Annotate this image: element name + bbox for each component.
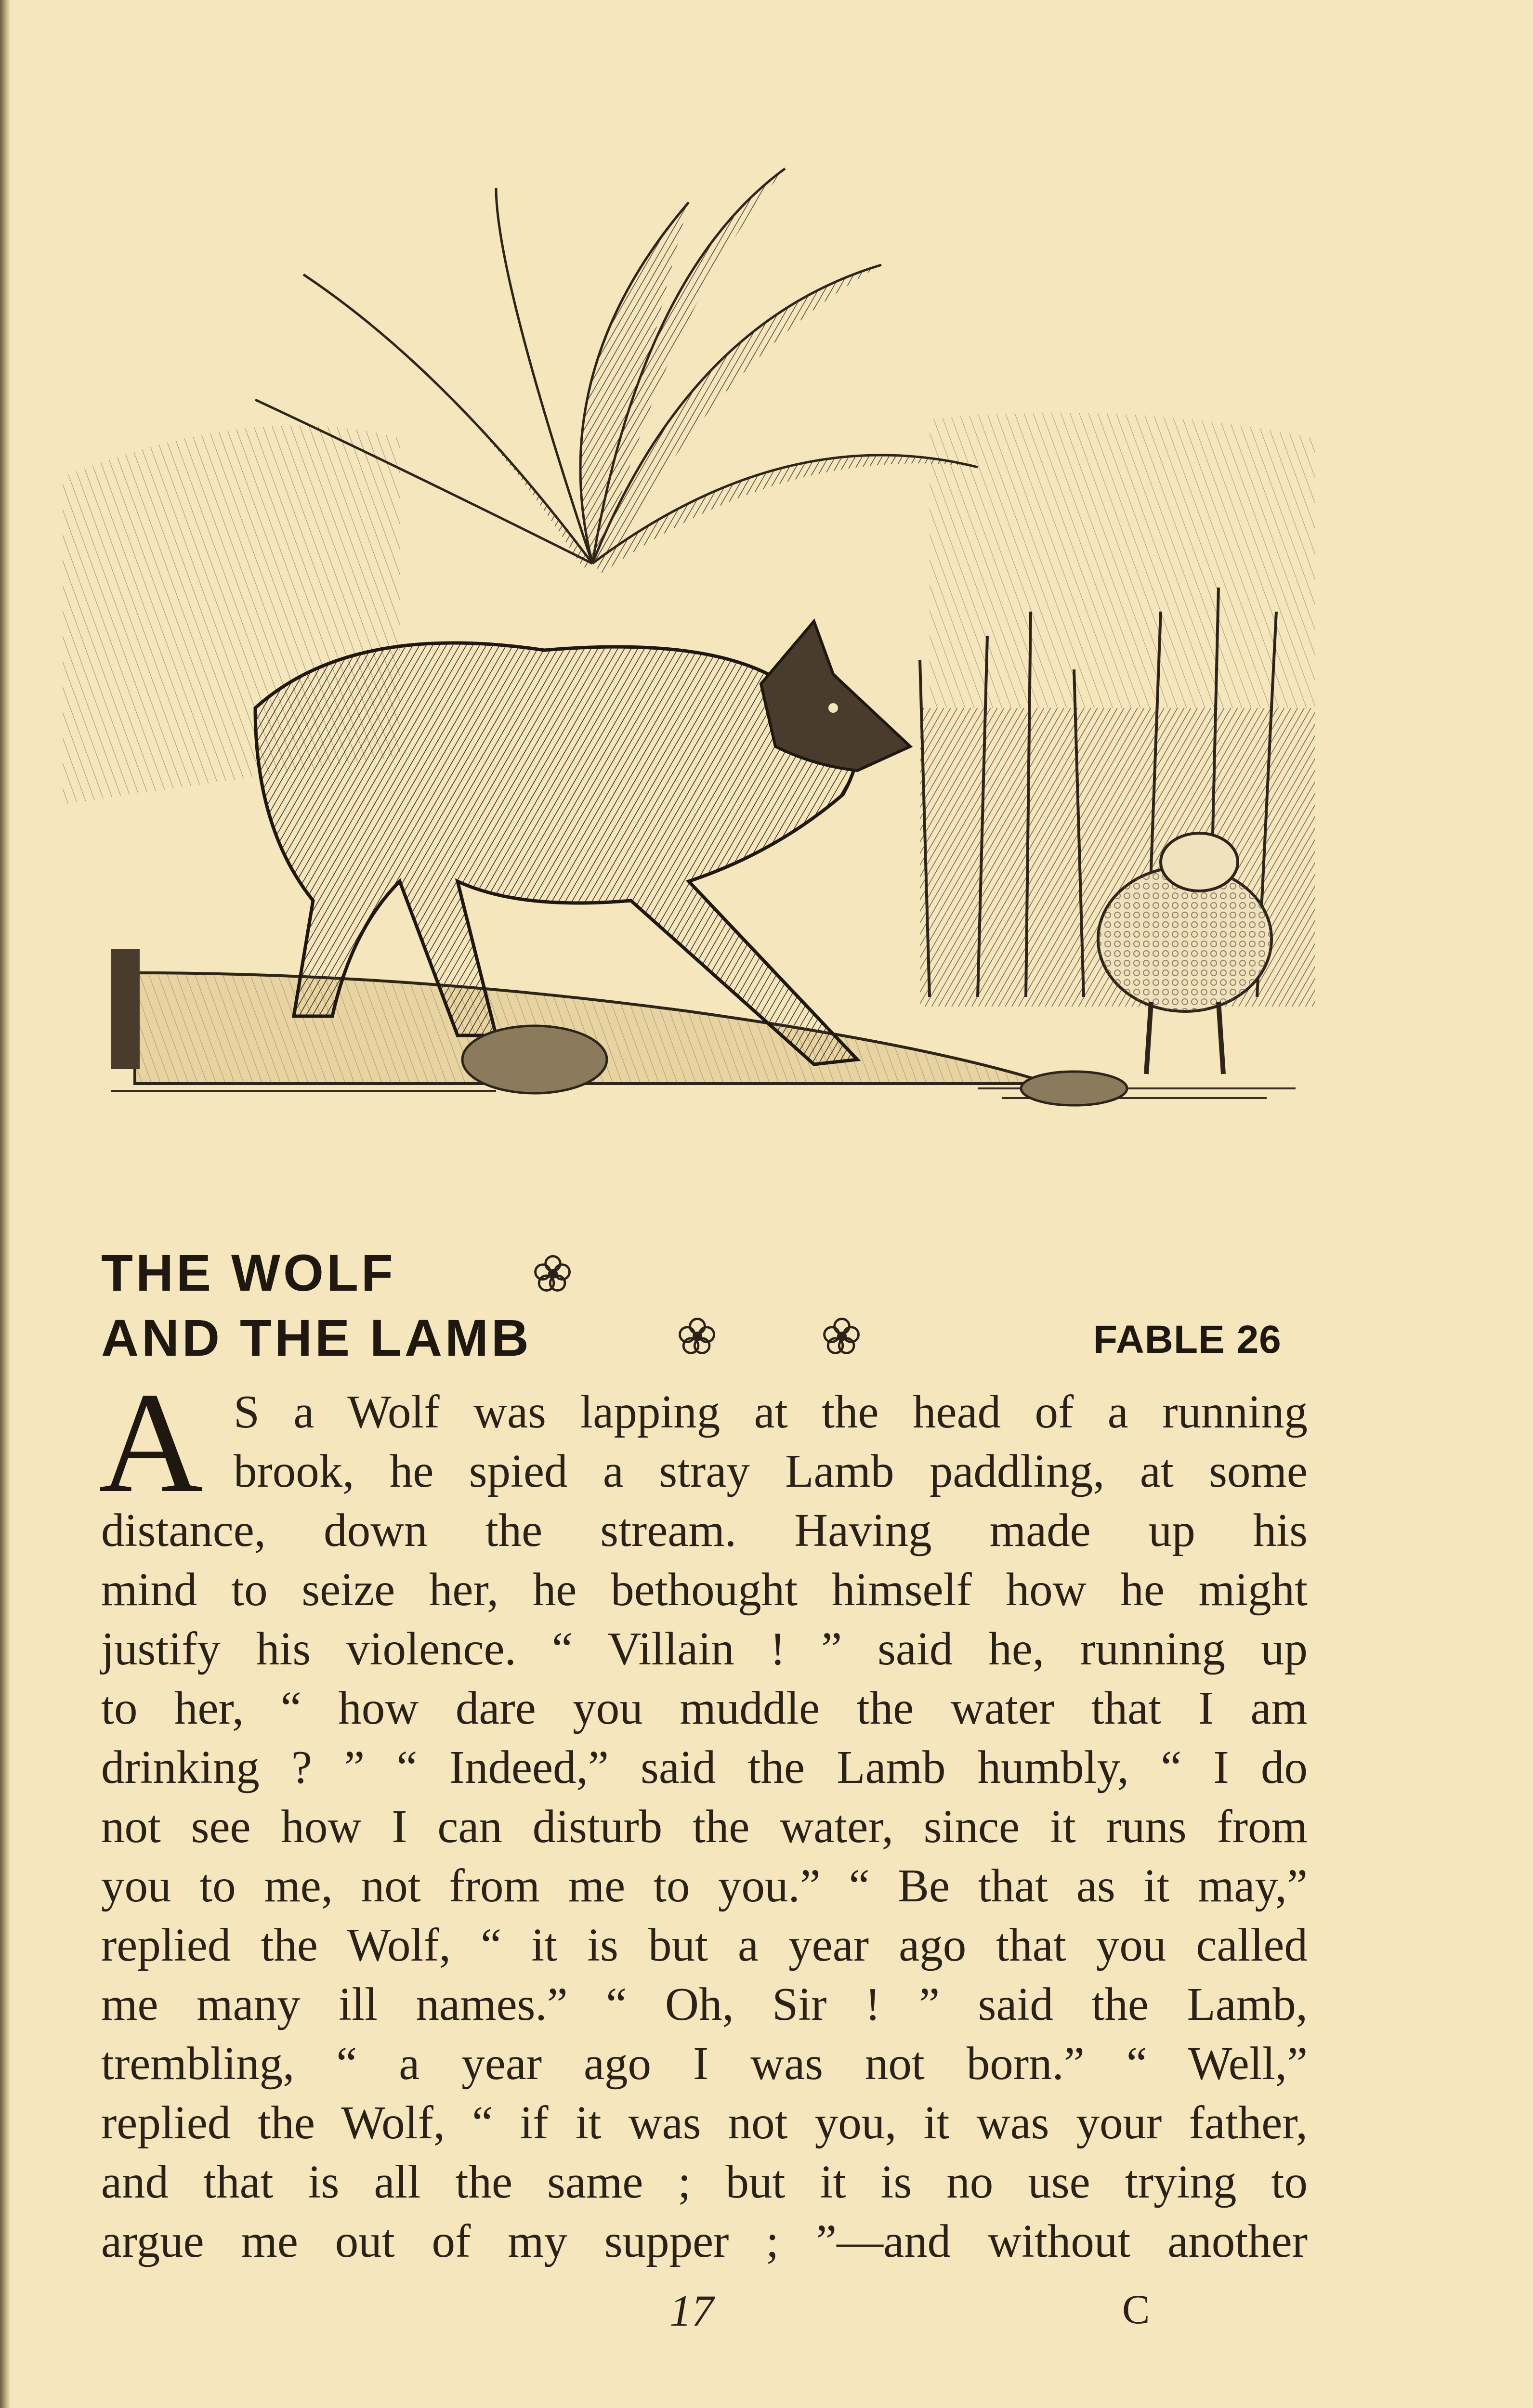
signature-mark: C	[1122, 2286, 1150, 2332]
title-line-1: THE WOLF	[101, 1243, 396, 1302]
title-line-2: AND THE LAMB	[101, 1309, 532, 1367]
body-line: and that is all the same ; but it is no use trying to	[101, 2156, 1308, 2208]
body-line: me many ill names.” “ Oh, Sir ! ” said the Lamb,	[101, 1978, 1308, 2030]
body-line: you to me, not from me to you.” “ Be that as it may,”	[101, 1860, 1308, 1911]
body-line: replied the Wolf, “ it is but a year ago that you called	[101, 1919, 1308, 1971]
flower-ornament-icon	[674, 1312, 721, 1359]
page-edge	[0, 0, 11, 2408]
body-line: trembling, “ a year ago I was not born.” “ Well,”	[101, 2038, 1308, 2089]
body-line: distance, down the stream. Having made up his	[101, 1505, 1308, 1556]
fable-body	[101, 1382, 1308, 2271]
body-line: replied the Wolf, “ if it was not you, it was your father,	[101, 2097, 1308, 2148]
body-line: S a Wolf was lapping at the head of a running	[234, 1386, 1308, 1438]
body-line: mind to seize her, he bethought himself how he might	[101, 1564, 1308, 1615]
body-line: brook, he spied a stray Lamb paddling, at some	[234, 1445, 1308, 1497]
body-line: argue me out of my supper ; ”—and without another	[101, 2215, 1308, 2267]
body-line: not see how I can disturb the water, since it runs from	[101, 1801, 1308, 1852]
drop-cap: A	[99, 1362, 203, 1522]
body-line: justify his violence. “ Villain ! ” said he, running up	[101, 1623, 1308, 1675]
body-line: drinking ? ” “ Indeed,” said the Lamb humbly, “ I do	[101, 1741, 1308, 1793]
wolf-and-lamb-illustration	[63, 130, 1315, 1108]
fable-number: FABLE 26	[1093, 1318, 1282, 1361]
page-number: 17	[669, 2286, 714, 2335]
body-line: to her, “ how dare you muddle the water that I am	[101, 1682, 1308, 1734]
flower-ornament-icon	[819, 1312, 865, 1359]
flower-ornament-icon	[530, 1250, 576, 1296]
